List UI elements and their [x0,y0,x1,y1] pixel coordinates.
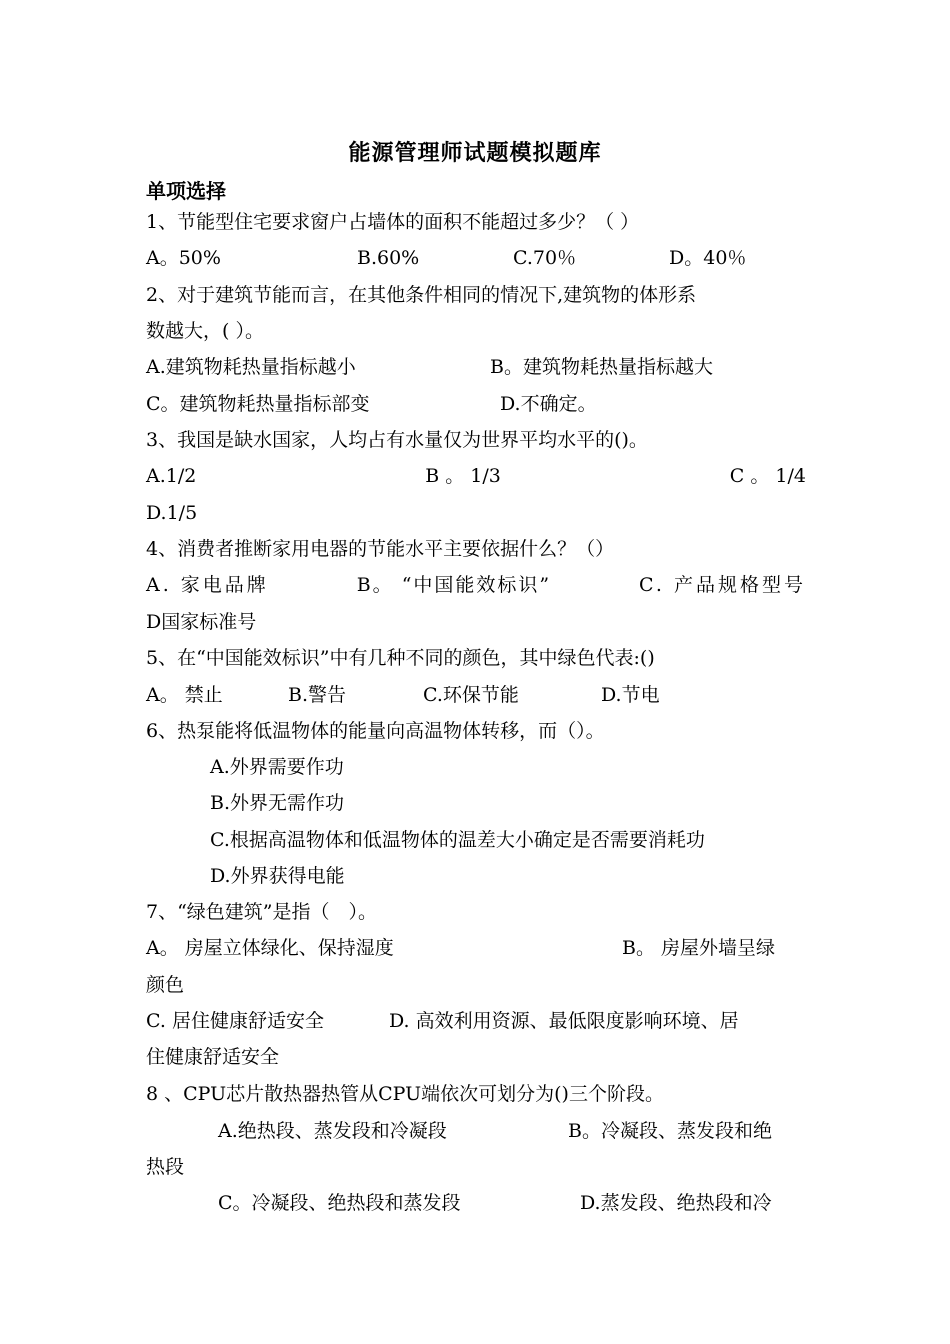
q5-option-c: C.环保节能 [423,684,519,706]
q7-option-a: A。 房屋立体绿化、保持湿度 [146,937,394,959]
q7-option-b: B。 房屋外墙呈绿 [622,937,776,959]
q8-option-c: C。冷凝段、绝热段和蒸发段 [218,1192,461,1214]
q3-option-d: D.1/5 [146,502,198,524]
q7-options-row2 [146,1006,806,1036]
q8-option-d: D.蒸发段、绝热段和冷 [580,1192,772,1214]
q4-option-b: B。 “中国能效标识” [356,574,552,596]
q8-option-b: B。冷凝段、蒸发段和绝 [568,1120,772,1142]
q2-option-b: B。建筑物耗热量指标越大 [490,356,713,378]
q4-option-a: A. 家电品牌 [146,574,269,596]
q2-option-c: C。建筑物耗热量指标部变 [146,393,370,415]
q1-option-a: A。50% [146,247,221,269]
q5-option-a: A。 禁止 [146,684,223,706]
q5-option-b: B.警告 [288,684,347,706]
q8-option-a: A.绝热段、蒸发段和冷凝段 [218,1120,447,1142]
q6-stem: 6、热泵能将低温物体的能量向高温物体转移，而（）。 [146,720,605,742]
q6-option-d: D.外界获得电能 [210,865,345,887]
q1-option-c: C.70％ [513,247,577,269]
q3-option-c: C 。 1/4 [729,465,806,487]
q8-options-row2 [146,1188,806,1218]
q1-option-d: D。40％ [669,247,747,269]
q5-options [146,680,806,710]
q7-option-d: D. 高效利用资源、最低限度影响环境、居 [389,1010,739,1032]
q7-option-c: C. 居住健康舒适安全 [146,1010,324,1032]
q4-option-c: C. 产品规格型号 [639,574,806,596]
q7-options-row1 [146,933,806,963]
q3-options-row1 [146,461,806,491]
q5-stem: 5、在“中国能效标识”中有几种不同的颜色，其中绿色代表:() [146,647,655,669]
q2-options-row2 [146,389,806,419]
q8-stem: 8 、CPU芯片散热器热管从CPU端依次可划分为()三个阶段。 [146,1083,664,1105]
q6-option-c: C.根据高温物体和低温物体的温差大小确定是否需要消耗功 [210,829,705,851]
q8-option-b-wrap: 热段 [146,1156,185,1178]
q1-options [146,243,806,273]
q7-option-b-wrap: 颜色 [146,974,185,996]
q2-options-row1 [146,352,806,382]
q3-option-b: B 。 1/3 [425,465,501,487]
q4-options-row1 [146,570,806,600]
section-heading: 单项选择 [146,179,226,203]
q1-stem: 1、节能型住宅要求窗户占墙体的面积不能超过多少？（ ） [146,211,640,233]
q2-option-d: D.不确定。 [500,393,597,415]
q3-stem: 3、我国是缺水国家，人均占有水量仅为世界平均水平的()。 [146,429,648,451]
q2-stem-line2: 数越大，( ）。 [146,320,264,342]
q4-stem: 4、消费者推断家用电器的节能水平主要依据什么？（） [146,538,615,560]
q7-option-d-wrap: 住健康舒适安全 [146,1046,280,1068]
q2-option-a: A.建筑物耗热量指标越小 [146,356,356,378]
q8-options-row1 [146,1116,806,1146]
q4-option-d: D国家标准号 [146,611,257,633]
q1-option-b: B.60% [357,247,420,269]
q2-stem-line1: 2、对于建筑节能而言，在其他条件相同的情况下,建筑物的体形系 [146,284,697,306]
q6-option-a: A.外界需要作功 [210,756,344,778]
page-title: 能源管理师试题模拟题库 [348,141,602,166]
q7-stem: 7、“绿色建筑”是指（ ）。 [146,901,378,923]
q5-option-d: D.节电 [601,684,660,706]
q6-option-b: B.外界无需作功 [210,792,345,814]
q3-option-a: A.1/2 [146,465,197,487]
